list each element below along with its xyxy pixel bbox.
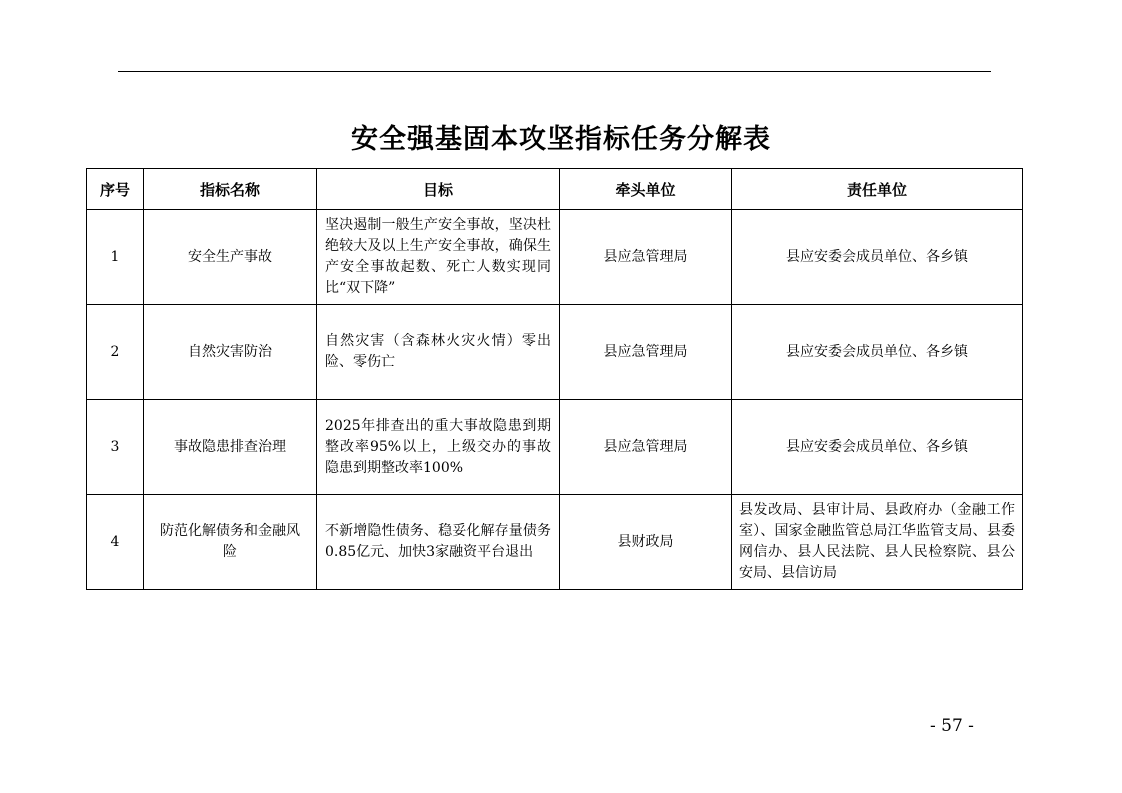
cell-responsible: 县应安委会成员单位、各乡镇 — [732, 400, 1023, 495]
header-rule — [118, 71, 991, 72]
cell-lead: 县应急管理局 — [560, 400, 732, 495]
table-row — [87, 305, 1023, 400]
cell-responsible: 县发改局、县审计局、县政府办（金融工作室）、国家金融监管总局江华监管支局、县委网信办、县人民法院、县人民检察院、县公安局、县信访局 — [732, 495, 1023, 590]
cell-target: 2025年排查出的重大事故隐患到期整改率95%以上，上级交办的事故隐患到期整改率100% — [317, 400, 560, 495]
cell-responsible: 县应安委会成员单位、各乡镇 — [732, 210, 1023, 305]
cell-target: 自然灾害（含森林火灾火情）零出险、零伤亡 — [317, 305, 560, 400]
cell-indicator: 安全生产事故 — [144, 210, 317, 305]
cell-indicator: 防范化解债务和金融风险 — [144, 495, 317, 590]
header-responsible: 责任单位 — [732, 169, 1023, 210]
cell-indicator: 事故隐患排查治理 — [144, 400, 317, 495]
cell-no: 1 — [87, 210, 144, 305]
page-number: - 57 - — [930, 716, 974, 736]
task-table — [86, 168, 1023, 590]
table-row — [87, 400, 1023, 495]
header-target: 目标 — [317, 169, 560, 210]
cell-no: 2 — [87, 305, 144, 400]
header-lead: 牵头单位 — [560, 169, 732, 210]
cell-responsible: 县应安委会成员单位、各乡镇 — [732, 305, 1023, 400]
table-row — [87, 210, 1023, 305]
cell-target: 不新增隐性债务、稳妥化解存量债务0.85亿元、加快3家融资平台退出 — [317, 495, 560, 590]
table-row — [87, 495, 1023, 590]
cell-indicator: 自然灾害防治 — [144, 305, 317, 400]
cell-lead: 县财政局 — [560, 495, 732, 590]
header-no: 序号 — [87, 169, 144, 210]
header-indicator: 指标名称 — [144, 169, 317, 210]
table-header-row — [87, 169, 1023, 210]
cell-target: 坚决遏制一般生产安全事故，坚决杜绝较大及以上生产安全事故，确保生产安全事故起数、死亡人数实现同比“双下降” — [317, 210, 560, 305]
cell-no: 3 — [87, 400, 144, 495]
cell-lead: 县应急管理局 — [560, 210, 732, 305]
page-title: 安全强基固本攻坚指标任务分解表 — [351, 124, 771, 155]
cell-lead: 县应急管理局 — [560, 305, 732, 400]
cell-no: 4 — [87, 495, 144, 590]
